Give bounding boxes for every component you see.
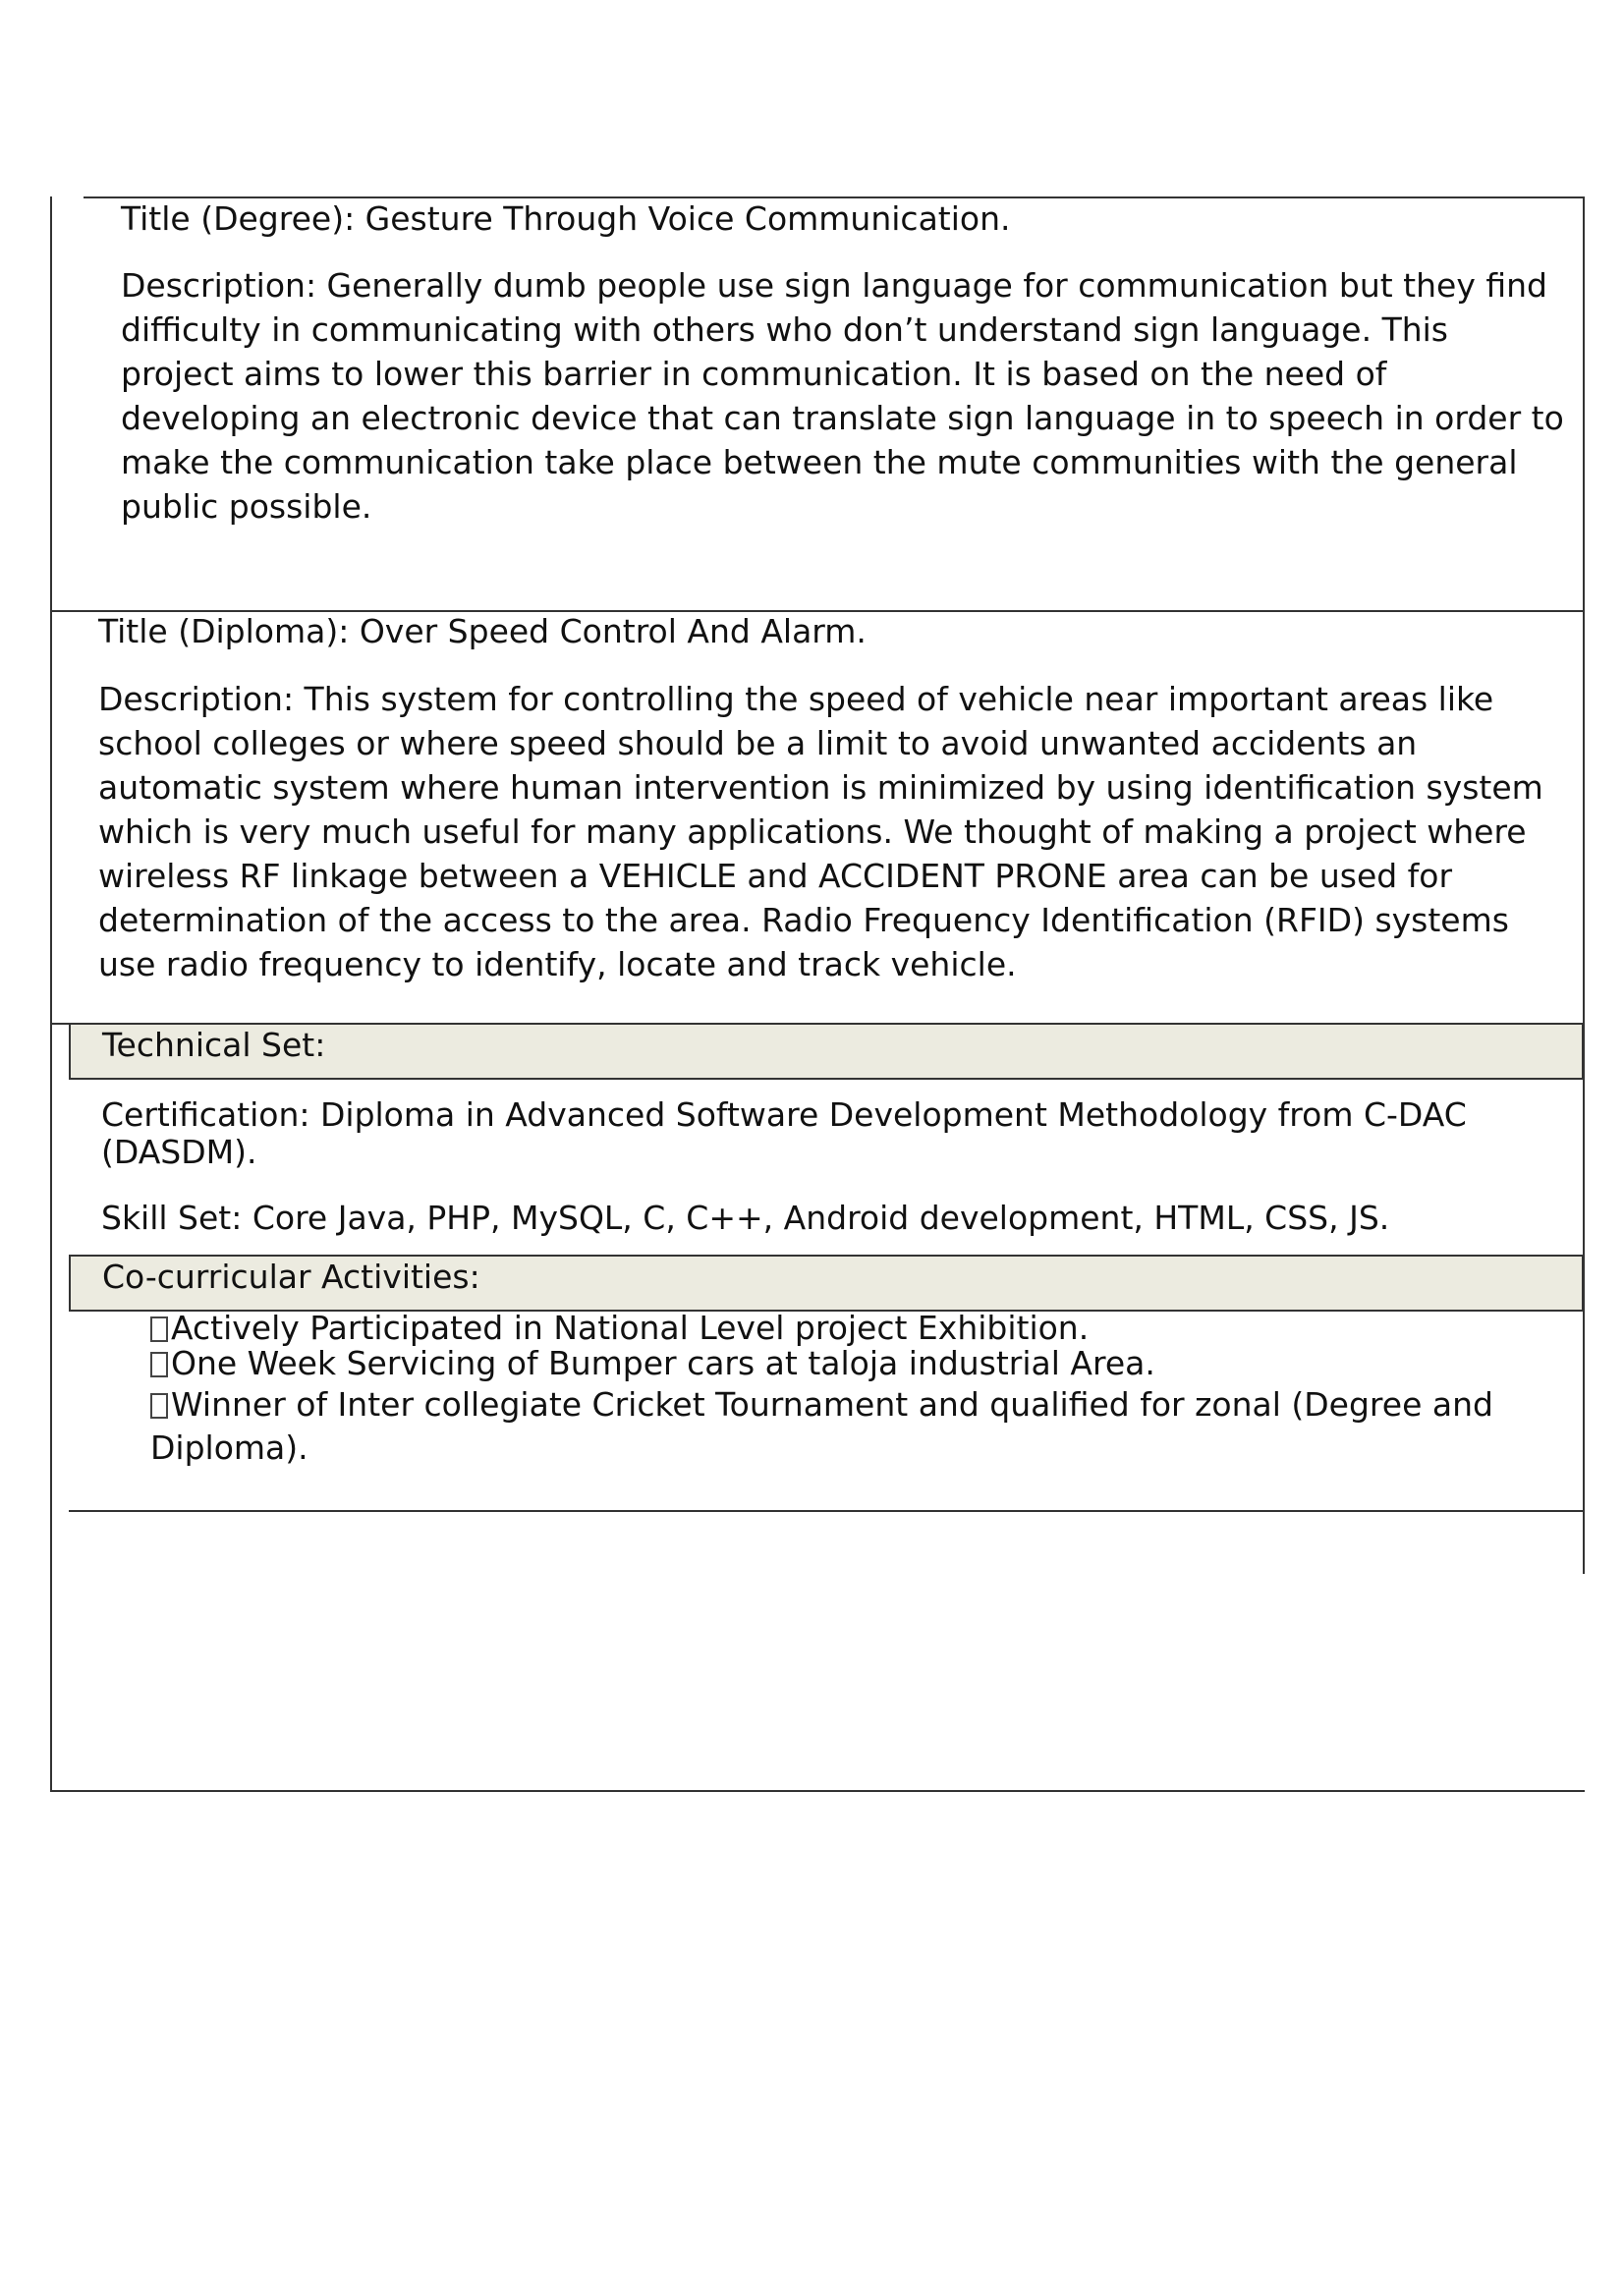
degree-project-description: Description: Generally dumb people use sign language for communication but they find difficulty in communicating with others who don’t understand sign language. This project aims to lower this barrier in communication. It is based on the need of developing an electronic device that can translate sign language in to speech in order to make the communication take place between the mute communities with the general public possible. <box>121 266 1564 526</box>
co-curricular-item-3: Winner of Inter collegiate Cricket Tournament and qualified for zonal (Degree and Diploma). <box>150 1385 1493 1467</box>
co-curricular-heading: Co-curricular Activities: <box>102 1258 480 1296</box>
certification-text: Certification: Diploma in Advanced Software Development Methodology from C-DAC (DASDM). <box>101 1095 1467 1171</box>
technical-set-header <box>69 1023 1584 1080</box>
certification-block <box>101 1096 1545 1171</box>
diploma-project-section <box>98 609 1572 986</box>
divider-line-3 <box>69 1510 1585 1512</box>
bullet-icon <box>150 1393 168 1419</box>
left-border-line <box>50 196 52 1792</box>
skill-set-text: Skill Set: Core Java, PHP, MySQL, C, C++, Android development, HTML, CSS, JS. <box>101 1199 1390 1237</box>
technical-set-heading: Technical Set: <box>102 1026 326 1064</box>
list-item <box>150 1311 1545 1346</box>
co-curricular-list <box>150 1311 1545 1470</box>
co-curricular-item-2: One Week Servicing of Bumper cars at taloja industrial Area. <box>171 1344 1155 1382</box>
bullet-icon <box>150 1316 168 1342</box>
degree-project-title: Title (Degree): Gesture Through Voice Communication. <box>121 199 1011 238</box>
right-border-line <box>1583 196 1585 1574</box>
list-item <box>150 1346 1545 1381</box>
list-item <box>150 1383 1545 1470</box>
bullet-icon <box>150 1352 168 1377</box>
bottom-border-line <box>50 1790 1585 1792</box>
diploma-project-title: Title (Diploma): Over Speed Control And Alarm. <box>98 612 867 650</box>
diploma-project-description: Description: This system for controlling the speed of vehicle near important areas like school colleges or where speed should be a limit to avoid unwanted accidents an automatic system where human intervention is minimized by using identification system which is very much useful for many applications. We thought of making a project where wireless RF linkage between a VEHICLE and ACCIDENT PRONE area can be used for determination of the access to the area. Radio Frequency Identification (RFID) systems use radio frequency to identify, locate and track vehicle. <box>98 680 1543 983</box>
skill-set-block <box>101 1196 1575 1240</box>
co-curricular-item-1: Actively Participated in National Level project Exhibition. <box>171 1309 1090 1347</box>
degree-project-section <box>121 196 1565 529</box>
co-curricular-header <box>69 1255 1584 1312</box>
